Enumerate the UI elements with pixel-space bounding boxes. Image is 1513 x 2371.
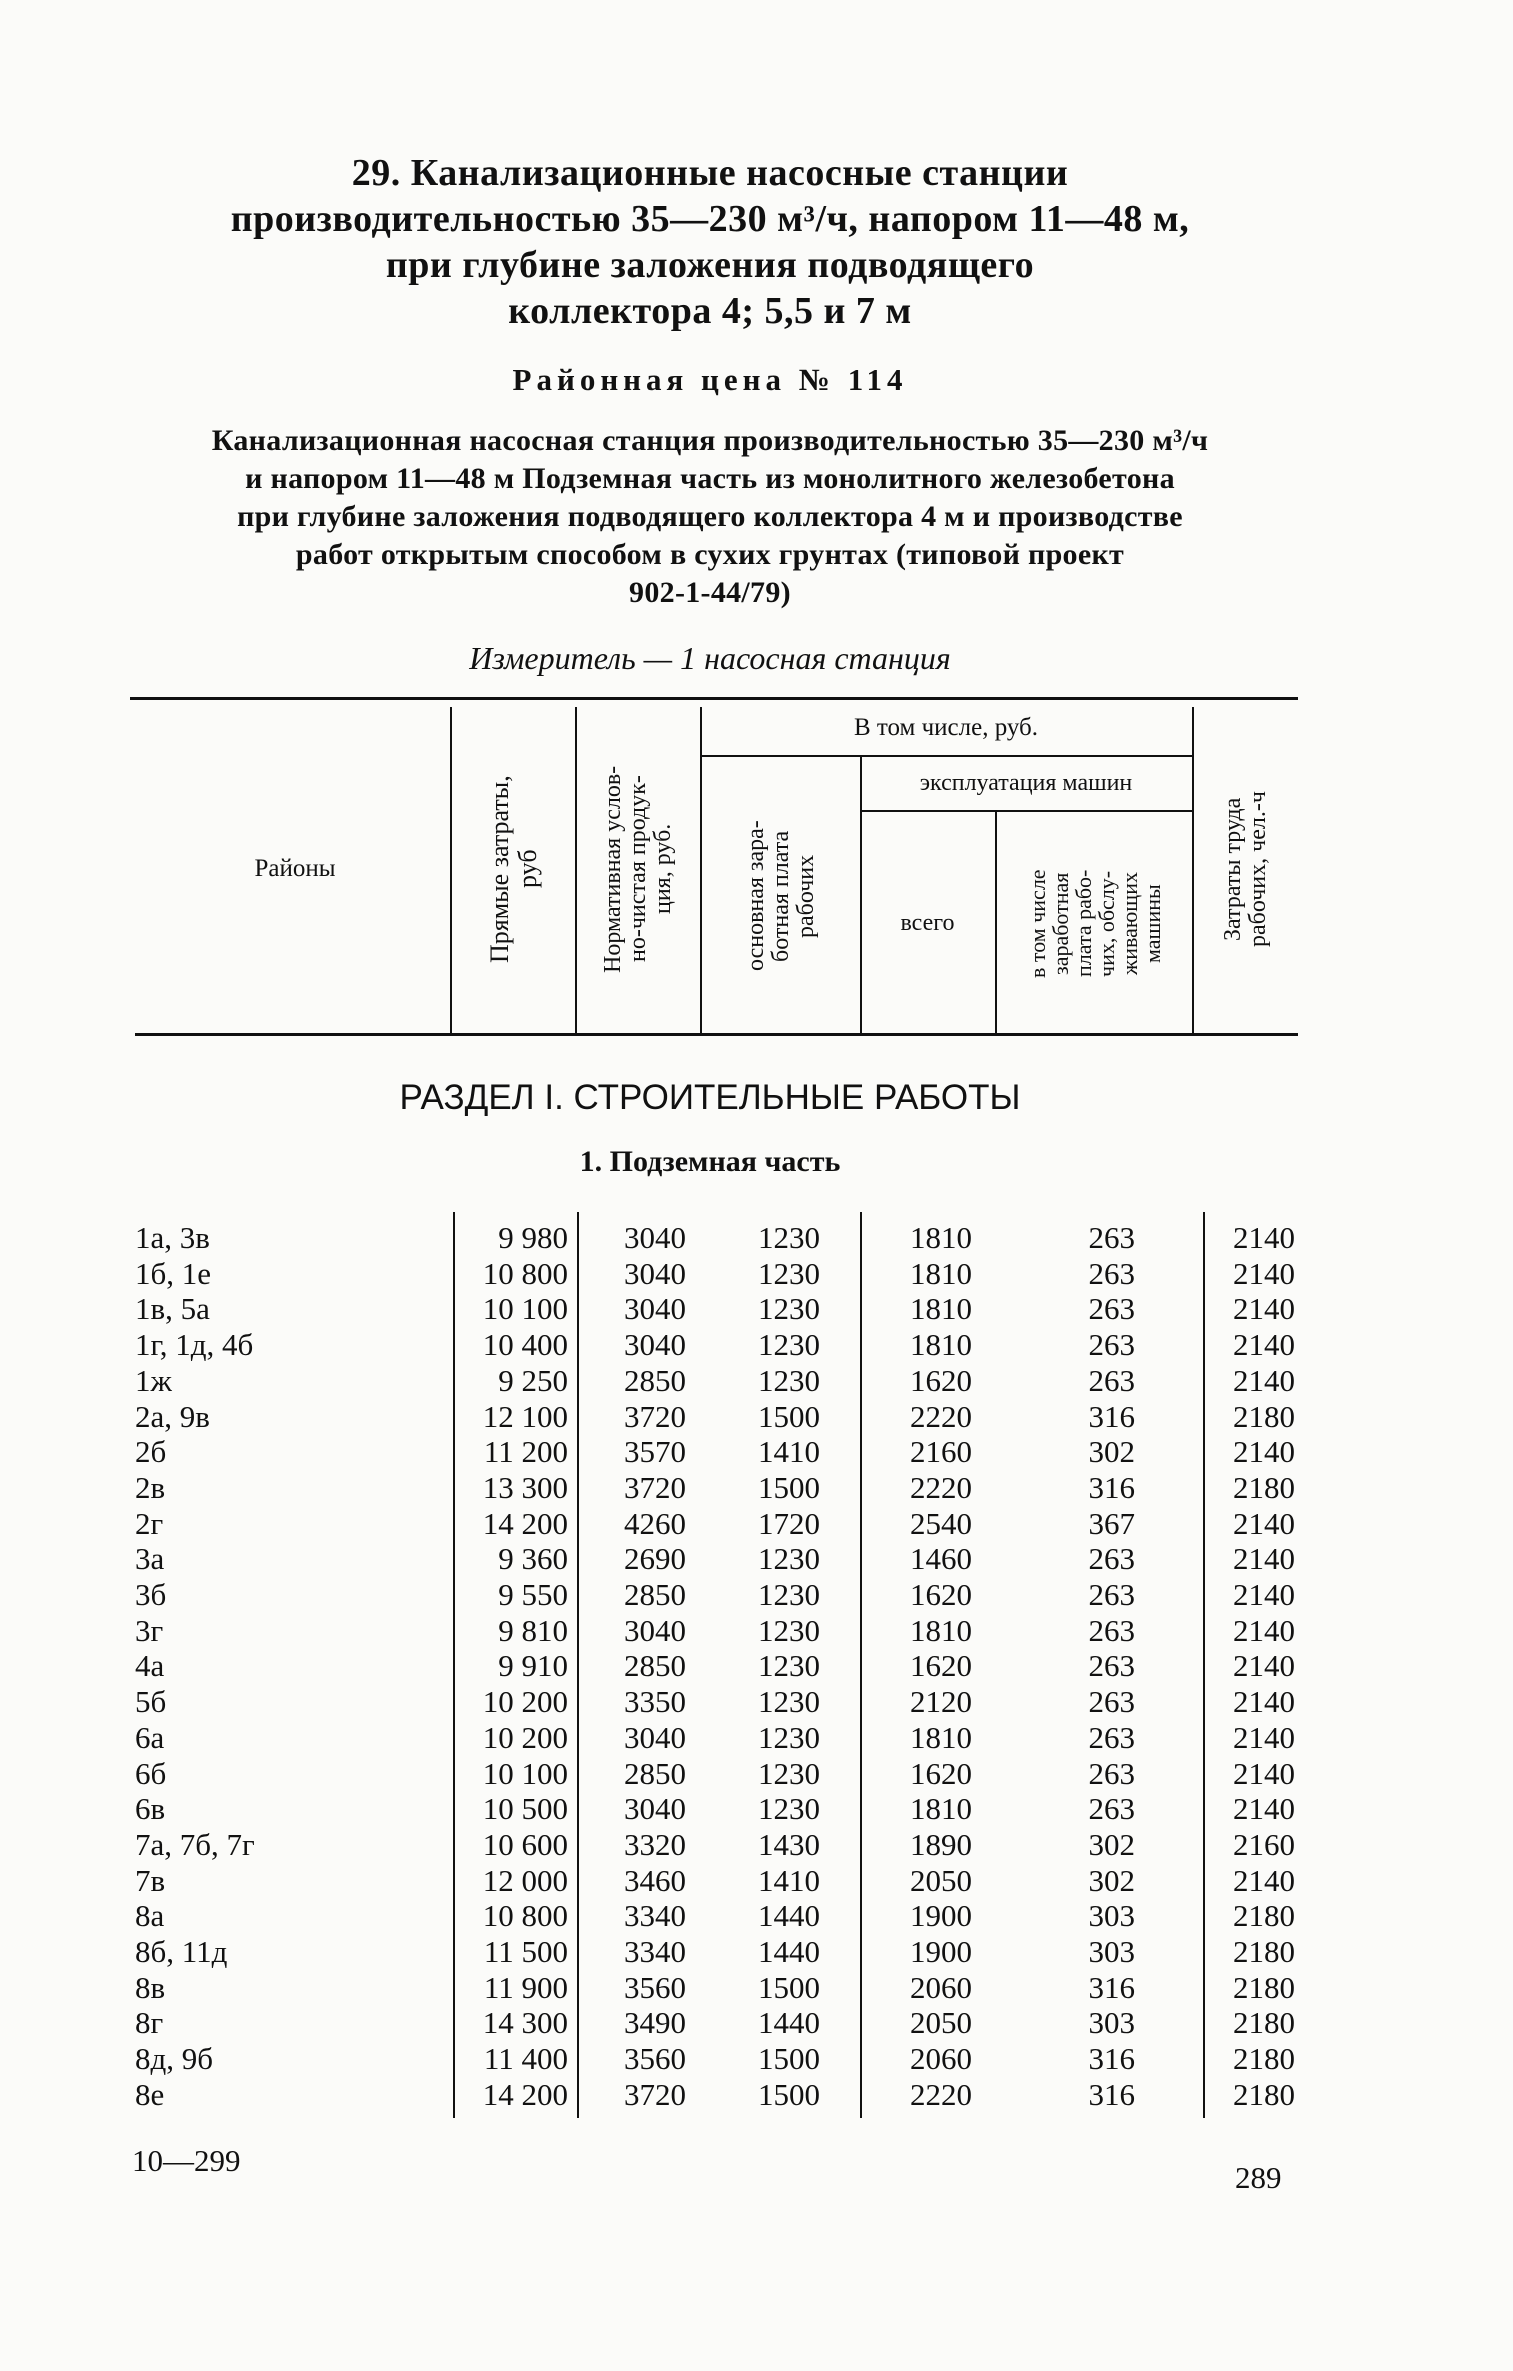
base-wage-cell: 1230	[758, 1719, 820, 1755]
table-row	[0, 1970, 1513, 2006]
base-wage-cell: 1430	[758, 1826, 820, 1862]
direct-costs-cell: 12 100	[482, 1398, 568, 1434]
labor-cell: 2160	[1233, 1826, 1295, 1862]
direct-costs-cell: 11 900	[483, 1969, 568, 2005]
machine-wage-cell: 316	[1088, 2041, 1135, 2077]
labor-cell: 2140	[1233, 1541, 1295, 1577]
machine-wage-cell: 263	[1088, 1362, 1135, 1398]
machine-total-cell: 1810	[910, 1612, 972, 1648]
header-labor-text: Затраты труда рабочих, чел.-ч	[1220, 791, 1271, 947]
description	[120, 422, 1300, 612]
direct-costs-cell: 13 300	[482, 1469, 568, 1505]
header-direct-costs	[452, 705, 575, 1033]
direct-costs-cell: 11 200	[483, 1434, 568, 1470]
labor-cell: 2140	[1233, 1684, 1295, 1720]
region-cell: 7а, 7б, 7г	[135, 1826, 255, 1862]
normative-cell: 2850	[624, 1648, 686, 1684]
direct-costs-cell: 9 250	[498, 1362, 568, 1398]
normative-cell: 2850	[624, 1755, 686, 1791]
normative-cell: 3720	[624, 1469, 686, 1505]
region-cell: 3б	[135, 1577, 167, 1612]
base-wage-cell: 1440	[758, 1934, 820, 1969]
normative-cell: 3040	[624, 1220, 686, 1255]
table-row	[0, 2041, 1513, 2077]
direct-costs-cell: 10 200	[482, 1719, 568, 1755]
direct-costs-cell: 10 100	[482, 1291, 568, 1327]
machine-total-cell: 1620	[910, 1648, 972, 1684]
header-including-wage-text: в том числе заработная плата рабо- чих, обслу- живающих машины	[1024, 869, 1165, 978]
machine-wage-cell: 263	[1088, 1684, 1135, 1720]
base-wage-cell: 1500	[758, 2041, 820, 2077]
table-row	[0, 1863, 1513, 1899]
region-cell: 5б	[135, 1684, 167, 1720]
base-wage-cell: 1230	[758, 1291, 820, 1327]
description-line: 902-1-44/79)	[629, 576, 791, 609]
machine-wage-cell: 263	[1088, 1719, 1135, 1755]
measure-unit: Измеритель — 1 насосная станция	[469, 640, 951, 676]
table-row	[0, 1934, 1513, 1970]
table-row	[0, 1256, 1513, 1292]
labor-cell: 2140	[1233, 1220, 1295, 1255]
labor-cell: 2180	[1233, 1898, 1295, 1934]
normative-cell: 3040	[624, 1291, 686, 1327]
labor-cell: 2140	[1233, 1719, 1295, 1755]
machine-total-cell: 1810	[910, 1220, 972, 1255]
page-title	[120, 150, 1300, 334]
base-wage-cell: 1500	[758, 1398, 820, 1434]
base-wage-cell: 1230	[758, 1755, 820, 1791]
machine-total-cell: 2220	[910, 2076, 972, 2112]
direct-costs-cell: 10 800	[482, 1898, 568, 1934]
description-line: при глубине заложения подводящего коллектора 4 м и производстве	[237, 500, 1183, 533]
machine-wage-cell: 263	[1088, 1327, 1135, 1363]
direct-costs-cell: 10 800	[482, 1255, 568, 1291]
table-row	[0, 1291, 1513, 1327]
normative-cell: 3350	[624, 1684, 686, 1720]
header-subrule	[860, 810, 1192, 812]
labor-cell: 2180	[1233, 1398, 1295, 1434]
machine-wage-cell: 316	[1088, 1469, 1135, 1505]
table-row	[0, 1220, 1513, 1256]
machine-wage-cell: 263	[1088, 1577, 1135, 1612]
machine-total-cell: 1620	[910, 1577, 972, 1612]
base-wage-cell: 1230	[758, 1255, 820, 1291]
table-row	[0, 1827, 1513, 1863]
normative-cell: 3570	[624, 1434, 686, 1470]
machine-wage-cell: 303	[1088, 1934, 1135, 1969]
header-base-wage	[702, 758, 860, 1033]
table-row	[0, 1684, 1513, 1720]
normative-cell: 3340	[624, 1934, 686, 1969]
machine-total-cell: 1810	[910, 1327, 972, 1363]
direct-costs-cell: 12 000	[482, 1862, 568, 1898]
normative-cell: 3560	[624, 2041, 686, 2077]
header-bottom-rule	[135, 1033, 1298, 1036]
labor-cell: 2180	[1233, 1469, 1295, 1505]
machine-wage-cell: 302	[1088, 1434, 1135, 1470]
machine-wage-cell: 316	[1088, 1969, 1135, 2005]
table-row	[0, 1327, 1513, 1363]
direct-costs-cell: 9 910	[498, 1648, 568, 1684]
subsection-title: 1. Подземная часть	[579, 1145, 841, 1178]
direct-costs-cell: 10 200	[482, 1684, 568, 1720]
labor-cell: 2140	[1233, 1327, 1295, 1363]
machine-total-cell: 2050	[910, 2005, 972, 2041]
region-cell: 8в	[135, 1969, 166, 2005]
normative-cell: 3720	[624, 2076, 686, 2112]
footer-code: 10—299	[132, 2143, 241, 2178]
header-total: всего	[900, 910, 955, 936]
title-line: коллектора 4; 5,5 и 7 м	[508, 290, 912, 332]
header-labor	[1194, 705, 1298, 1033]
machine-wage-cell: 316	[1088, 1398, 1135, 1434]
table-row	[0, 1506, 1513, 1542]
machine-wage-cell: 263	[1088, 1220, 1135, 1255]
table-row	[0, 2005, 1513, 2041]
direct-costs-cell: 10 400	[482, 1327, 568, 1363]
description-line: Канализационная насосная станция производительностью 35—230 м³/ч	[211, 424, 1209, 457]
normative-cell: 3720	[624, 1398, 686, 1434]
normative-cell: 3460	[624, 1862, 686, 1898]
normative-cell: 3040	[624, 1255, 686, 1291]
base-wage-cell: 1230	[758, 1791, 820, 1827]
region-cell: 1в, 5а	[135, 1291, 210, 1327]
table-row	[0, 1470, 1513, 1506]
table-row	[0, 1577, 1513, 1613]
normative-cell: 4260	[624, 1505, 686, 1541]
title-line: производительностью 35—230 м³/ч, напором 11—48 м,	[230, 198, 1190, 240]
header-divider	[860, 756, 862, 1033]
labor-cell: 2140	[1233, 1505, 1295, 1541]
region-cell: 8д, 9б	[135, 2041, 214, 2077]
machine-total-cell: 1620	[910, 1755, 972, 1791]
header-base-wage-text: основная зара- ботная плата рабочих	[742, 820, 819, 971]
labor-cell: 2140	[1233, 1755, 1295, 1791]
direct-costs-cell: 9 360	[498, 1541, 568, 1577]
labor-cell: 2180	[1233, 1969, 1295, 2005]
normative-cell: 3040	[624, 1327, 686, 1363]
machine-total-cell: 1900	[910, 1898, 972, 1934]
base-wage-cell: 1440	[758, 1898, 820, 1934]
price-label: Районная цена № 114	[512, 362, 908, 397]
region-cell: 2б	[135, 1434, 167, 1470]
normative-cell: 3040	[624, 1719, 686, 1755]
header-regions: Районы	[254, 855, 336, 882]
table-row	[0, 2077, 1513, 2113]
labor-cell: 2140	[1233, 1648, 1295, 1684]
machine-total-cell: 1620	[910, 1362, 972, 1398]
region-cell: 7в	[135, 1862, 166, 1898]
base-wage-cell: 1410	[758, 1434, 820, 1470]
normative-cell: 3340	[624, 1898, 686, 1934]
machine-total-cell: 2050	[910, 1862, 972, 1898]
table-row	[0, 1399, 1513, 1435]
machine-total-cell: 2060	[910, 2041, 972, 2077]
direct-costs-cell: 11 400	[483, 2041, 568, 2077]
region-cell: 1г, 1д, 4б	[135, 1327, 254, 1363]
machine-total-cell: 1460	[910, 1541, 972, 1577]
labor-cell: 2140	[1233, 1577, 1295, 1612]
machine-total-cell: 1810	[910, 1719, 972, 1755]
table-row	[0, 1791, 1513, 1827]
base-wage-cell: 1230	[758, 1220, 820, 1255]
labor-cell: 2140	[1233, 1362, 1295, 1398]
machine-total-cell: 2160	[910, 1434, 972, 1470]
direct-costs-cell: 9 980	[498, 1220, 568, 1255]
region-cell: 3а	[135, 1541, 165, 1577]
machine-wage-cell: 263	[1088, 1755, 1135, 1791]
description-line: работ открытым способом в сухих грунтах (типовой проект	[295, 538, 1125, 571]
table-row	[0, 1648, 1513, 1684]
labor-cell: 2140	[1233, 1791, 1295, 1827]
header-normative	[577, 705, 700, 1033]
machine-wage-cell: 303	[1088, 2005, 1135, 2041]
table-row	[0, 1541, 1513, 1577]
region-cell: 6а	[135, 1719, 165, 1755]
normative-cell: 2850	[624, 1577, 686, 1612]
machine-total-cell: 1810	[910, 1291, 972, 1327]
region-cell: 3г	[135, 1612, 164, 1648]
region-cell: 2г	[135, 1505, 164, 1541]
header-machine-ops: эксплуатация машин	[919, 770, 1133, 796]
table-row	[0, 1434, 1513, 1470]
region-cell: 8е	[135, 2076, 165, 2112]
labor-cell: 2140	[1233, 1862, 1295, 1898]
table-row	[0, 1720, 1513, 1756]
labor-cell: 2180	[1233, 1934, 1295, 1969]
page-number: 289	[1235, 2160, 1282, 2195]
labor-cell: 2180	[1233, 2041, 1295, 2077]
machine-total-cell: 2060	[910, 1969, 972, 2005]
labor-cell: 2140	[1233, 1255, 1295, 1291]
base-wage-cell: 1230	[758, 1541, 820, 1577]
region-cell: 6б	[135, 1755, 167, 1791]
normative-cell: 3040	[624, 1612, 686, 1648]
direct-costs-cell: 10 600	[482, 1826, 568, 1862]
base-wage-cell: 1500	[758, 1469, 820, 1505]
labor-cell: 2140	[1233, 1434, 1295, 1470]
table-row	[0, 1363, 1513, 1399]
machine-total-cell: 1890	[910, 1826, 972, 1862]
normative-cell: 3560	[624, 1969, 686, 2005]
machine-total-cell: 2220	[910, 1398, 972, 1434]
machine-wage-cell: 263	[1088, 1255, 1135, 1291]
labor-cell: 2140	[1233, 1612, 1295, 1648]
table-row	[0, 1756, 1513, 1792]
machine-wage-cell: 316	[1088, 2076, 1135, 2112]
direct-costs-cell: 14 200	[482, 1505, 568, 1541]
region-cell: 1ж	[135, 1362, 172, 1398]
base-wage-cell: 1230	[758, 1648, 820, 1684]
region-cell: 8а	[135, 1898, 165, 1934]
region-cell: 2в	[135, 1469, 166, 1505]
labor-cell: 2140	[1233, 1291, 1295, 1327]
machine-total-cell: 1900	[910, 1934, 972, 1969]
direct-costs-cell: 9 810	[498, 1612, 568, 1648]
header-top-rule	[130, 697, 1298, 700]
machine-wage-cell: 302	[1088, 1862, 1135, 1898]
base-wage-cell: 1230	[758, 1612, 820, 1648]
direct-costs-cell: 10 100	[482, 1755, 568, 1791]
normative-cell: 3490	[624, 2005, 686, 2041]
machine-wage-cell: 263	[1088, 1791, 1135, 1827]
header-direct-costs-text: Прямые затраты, руб	[484, 775, 542, 963]
direct-costs-cell: 11 500	[483, 1934, 568, 1969]
region-cell: 1а, 3в	[135, 1220, 210, 1255]
base-wage-cell: 1500	[758, 1969, 820, 2005]
machine-total-cell: 2220	[910, 1469, 972, 1505]
machine-wage-cell: 367	[1088, 1505, 1135, 1541]
base-wage-cell: 1410	[758, 1862, 820, 1898]
region-cell: 2а, 9в	[135, 1398, 210, 1434]
labor-cell: 2180	[1233, 2076, 1295, 2112]
direct-costs-cell: 10 500	[482, 1791, 568, 1827]
region-cell: 6в	[135, 1791, 166, 1827]
header-including: В том числе, руб.	[853, 714, 1039, 741]
machine-wage-cell: 263	[1088, 1291, 1135, 1327]
machine-wage-cell: 263	[1088, 1612, 1135, 1648]
machine-wage-cell: 263	[1088, 1648, 1135, 1684]
base-wage-cell: 1440	[758, 2005, 820, 2041]
base-wage-cell: 1500	[758, 2076, 820, 2112]
base-wage-cell: 1230	[758, 1577, 820, 1612]
base-wage-cell: 1230	[758, 1684, 820, 1720]
direct-costs-cell: 9 550	[498, 1577, 568, 1612]
machine-wage-cell: 302	[1088, 1826, 1135, 1862]
normative-cell: 3040	[624, 1791, 686, 1827]
header-subrule	[700, 755, 1192, 757]
direct-costs-cell: 14 300	[482, 2005, 568, 2041]
header-normative-text: Нормативная услов- но-чистая продук- ция, руб.	[600, 765, 676, 973]
normative-cell: 2850	[624, 1362, 686, 1398]
region-cell: 8г	[135, 2005, 164, 2041]
table-row	[0, 1898, 1513, 1934]
machine-wage-cell: 303	[1088, 1898, 1135, 1934]
labor-cell: 2180	[1233, 2005, 1295, 2041]
machine-total-cell: 2120	[910, 1684, 972, 1720]
base-wage-cell: 1230	[758, 1327, 820, 1363]
machine-total-cell: 1810	[910, 1255, 972, 1291]
header-including-wage	[997, 814, 1192, 1033]
description-line: и напором 11—48 м Подземная часть из монолитного железобетона	[245, 462, 1175, 495]
table-row	[0, 1613, 1513, 1649]
machine-total-cell: 1810	[910, 1791, 972, 1827]
machine-total-cell: 2540	[910, 1505, 972, 1541]
region-cell: 1б, 1е	[135, 1255, 212, 1291]
region-cell: 8б, 11д	[135, 1934, 228, 1969]
base-wage-cell: 1230	[758, 1362, 820, 1398]
normative-cell: 3320	[624, 1826, 686, 1862]
section-title: РАЗДЕЛ I. СТРОИТЕЛЬНЫЕ РАБОТЫ	[399, 1078, 1021, 1117]
title-line: при глубине заложения подводящего	[385, 244, 1035, 286]
normative-cell: 2690	[624, 1541, 686, 1577]
title-line: 29. Канализационные насосные станции	[351, 152, 1069, 194]
region-cell: 4а	[135, 1648, 165, 1684]
direct-costs-cell: 14 200	[482, 2076, 568, 2112]
base-wage-cell: 1720	[758, 1505, 820, 1541]
machine-wage-cell: 263	[1088, 1541, 1135, 1577]
